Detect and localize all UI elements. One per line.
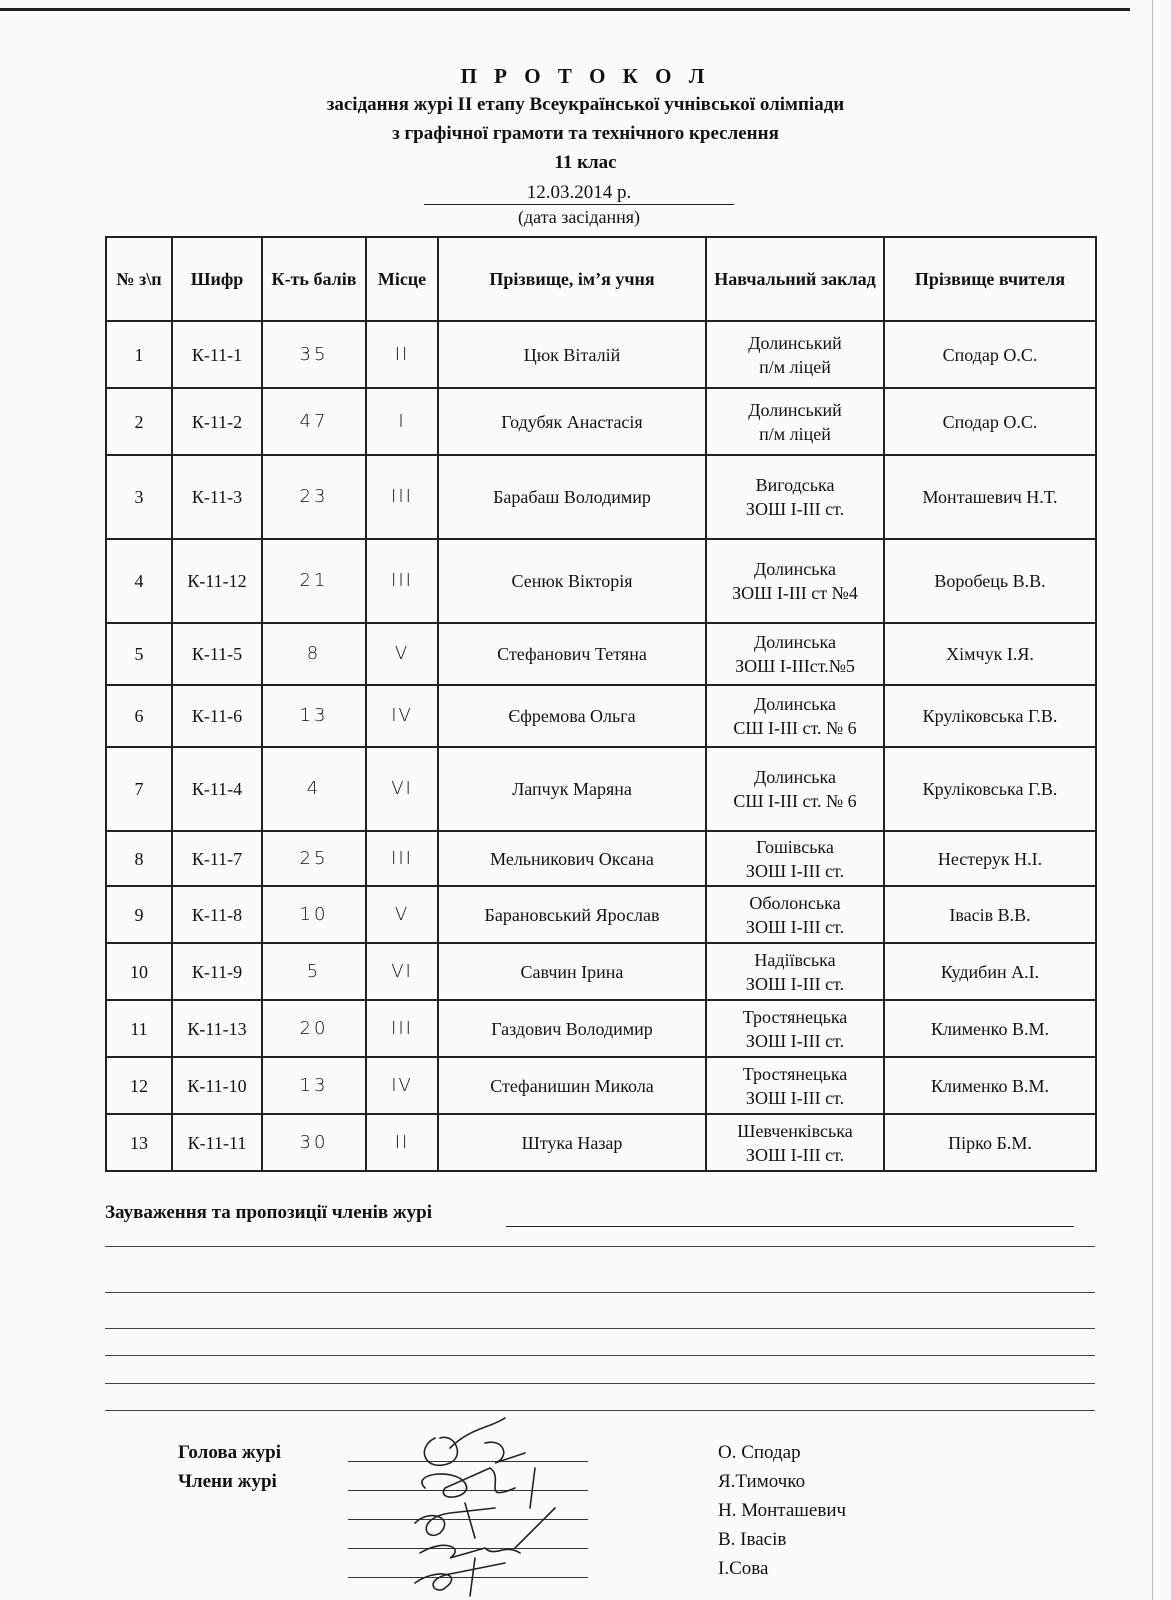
remarks-line — [105, 1355, 1095, 1356]
remarks-line — [105, 1410, 1095, 1411]
jury-name: Я.Тимочко — [718, 1471, 806, 1492]
row-num: 1 — [106, 321, 172, 388]
row-place: І — [366, 388, 438, 455]
row-code: К-11-3 — [172, 455, 262, 539]
row-score: 35 — [262, 321, 366, 388]
row-teacher: Хімчук І.Я. — [884, 623, 1096, 685]
row-score: 20 — [262, 1000, 366, 1057]
table-row — [106, 388, 1096, 455]
row-code: К-11-10 — [172, 1057, 262, 1114]
jury-labels — [178, 1438, 281, 1496]
row-student: Савчин Ірина — [438, 943, 706, 1000]
remarks-line — [105, 1383, 1095, 1384]
row-student: Годубяк Анастасія — [438, 388, 706, 455]
school-type-line: п/м ліцей — [759, 423, 831, 444]
row-school — [706, 1114, 884, 1171]
table-row — [106, 623, 1096, 685]
school-type-line: ЗОШ І-ІІІ ст. — [745, 1144, 845, 1165]
row-school — [706, 747, 884, 831]
row-school — [706, 455, 884, 539]
school-type-line: ЗОШ І-ІІІ ст. — [745, 860, 845, 881]
table-row — [106, 685, 1096, 747]
row-code: К-11-2 — [172, 388, 262, 455]
row-student: Газдович Володимир — [438, 1000, 706, 1057]
row-school — [706, 388, 884, 455]
school-type-line: ЗОШ І-ІІІ ст. — [745, 916, 845, 937]
row-school — [706, 539, 884, 623]
row-num: 5 — [106, 623, 172, 685]
school-type-line: ЗОШ І-ІІІ ст. — [745, 1030, 845, 1051]
row-student: Барабаш Володимир — [438, 455, 706, 539]
row-code: К-11-6 — [172, 685, 262, 747]
row-num: 12 — [106, 1057, 172, 1114]
row-teacher: Воробець В.В. — [884, 539, 1096, 623]
row-place: VІ — [366, 943, 438, 1000]
header-school: Навчальний заклад — [706, 237, 884, 321]
row-teacher: Пірко Б.М. — [884, 1114, 1096, 1171]
school-type-line: ЗОШ І-ІІІ ст. — [745, 499, 845, 519]
row-student: Цюк Віталій — [438, 321, 706, 388]
school-name-line: Долинська — [754, 559, 836, 579]
school-name-line: Вигодська — [755, 475, 835, 495]
row-score: 5 — [262, 943, 366, 1000]
school-name-line: Долинська — [754, 632, 836, 652]
document-header — [0, 62, 1171, 177]
row-teacher: Нестерук Н.І. — [884, 831, 1096, 886]
table-row — [106, 1000, 1096, 1057]
row-num: 13 — [106, 1114, 172, 1171]
row-num: 10 — [106, 943, 172, 1000]
row-place: ІІІ — [366, 831, 438, 886]
row-num: 6 — [106, 685, 172, 747]
row-place: ІІІ — [366, 455, 438, 539]
school-name-line: Надіївська — [754, 949, 836, 970]
row-num: 3 — [106, 455, 172, 539]
school-name-line: Оболонська — [749, 892, 841, 913]
school-type-line: п/м ліцей — [759, 356, 831, 377]
table-row — [106, 1114, 1096, 1171]
row-score: 13 — [262, 685, 366, 747]
handwritten-signatures — [395, 1408, 575, 1598]
row-student: Лапчук Маряна — [438, 747, 706, 831]
row-place: V — [366, 886, 438, 943]
row-school — [706, 886, 884, 943]
remarks-line — [105, 1328, 1095, 1329]
school-name-line: Долинська — [754, 767, 836, 787]
header-teacher: Прізвище вчителя — [884, 237, 1096, 321]
results-table — [105, 236, 1097, 1172]
row-teacher: Кудибин А.І. — [884, 943, 1096, 1000]
row-place: VІ — [366, 747, 438, 831]
row-teacher: Клименко В.М. — [884, 1057, 1096, 1114]
school-type-line: ЗОШ І-ІІІ ст. — [745, 973, 845, 994]
row-code: К-11-4 — [172, 747, 262, 831]
jury-name: О. Сподар — [718, 1442, 801, 1463]
header-num: № з\п — [106, 237, 172, 321]
row-school — [706, 1000, 884, 1057]
row-score: 47 — [262, 388, 366, 455]
table-row — [106, 943, 1096, 1000]
row-place: ІV — [366, 685, 438, 747]
row-teacher: Івасів В.В. — [884, 886, 1096, 943]
row-code: К-11-11 — [172, 1114, 262, 1171]
table-row — [106, 886, 1096, 943]
table-row — [106, 831, 1096, 886]
table-header-row — [106, 237, 1096, 321]
row-student: Барановський Ярослав — [438, 886, 706, 943]
jury-name: В. Івасів — [718, 1529, 787, 1550]
school-type-line: ЗОШ І-ІІІст.№5 — [735, 656, 855, 676]
row-score: 8 — [262, 623, 366, 685]
row-num: 4 — [106, 539, 172, 623]
document-subtitle-1: засідання журі ІІ етапу Всеукраїнської учнівської олімпіади — [326, 94, 845, 115]
row-code: К-11-1 — [172, 321, 262, 388]
remarks-line — [105, 1246, 1095, 1247]
row-score: 21 — [262, 539, 366, 623]
row-teacher: Круліковська Г.В. — [884, 685, 1096, 747]
row-code: К-11-9 — [172, 943, 262, 1000]
school-name-line: Гошівська — [756, 836, 834, 857]
jury-chair-label: Голова журі — [178, 1442, 281, 1463]
row-score: 23 — [262, 455, 366, 539]
school-name-line: Долинський — [748, 399, 842, 420]
jury-names — [718, 1438, 846, 1583]
row-teacher: Круліковська Г.В. — [884, 747, 1096, 831]
school-name-line: Долинська — [754, 694, 836, 714]
row-place: ІІ — [366, 321, 438, 388]
row-student: Єфремова Ольга — [438, 685, 706, 747]
school-name-line: Шевченківська — [737, 1120, 853, 1141]
row-code: К-11-7 — [172, 831, 262, 886]
remarks-line — [506, 1226, 1074, 1227]
row-school — [706, 321, 884, 388]
row-school — [706, 1057, 884, 1114]
row-num: 11 — [106, 1000, 172, 1057]
page-edge — [1152, 0, 1153, 1600]
school-name-line: Тростянецька — [742, 1006, 848, 1027]
jury-name: І.Сова — [718, 1558, 769, 1579]
row-teacher: Монташевич Н.Т. — [884, 455, 1096, 539]
row-school — [706, 831, 884, 886]
header-score: К-ть балів — [262, 237, 366, 321]
header-student: Прізвище, ім’я учня — [438, 237, 706, 321]
row-num: 8 — [106, 831, 172, 886]
row-place: V — [366, 623, 438, 685]
row-teacher: Клименко В.М. — [884, 1000, 1096, 1057]
header-code: Шифр — [172, 237, 262, 321]
row-school — [706, 623, 884, 685]
row-place: ІІ — [366, 1114, 438, 1171]
row-score: 25 — [262, 831, 366, 886]
meeting-date: 12.03.2014 р. — [424, 182, 734, 205]
row-score: 4 — [262, 747, 366, 831]
school-type-line: СШ І-ІІІ ст. № 6 — [733, 791, 857, 811]
row-place: ІІІ — [366, 1000, 438, 1057]
row-code: К-11-13 — [172, 1000, 262, 1057]
row-code: К-11-12 — [172, 539, 262, 623]
table-row — [106, 1057, 1096, 1114]
row-place: ІІІ — [366, 539, 438, 623]
row-student: Стефанович Тетяна — [438, 623, 706, 685]
table-row — [106, 455, 1096, 539]
row-student: Мельникович Оксана — [438, 831, 706, 886]
row-student: Стефанишин Микола — [438, 1057, 706, 1114]
table-row — [106, 321, 1096, 388]
school-type-line: СШ І-ІІІ ст. № 6 — [733, 718, 857, 738]
grade-label: 11 клас — [554, 152, 617, 173]
row-school — [706, 943, 884, 1000]
jury-members-label: Члени журі — [178, 1471, 277, 1492]
row-student: Сенюк Вікторія — [438, 539, 706, 623]
document-title: П Р О Т О К О Л — [460, 64, 711, 88]
jury-name: Н. Монташевич — [718, 1500, 847, 1521]
document-subtitle-2: з графічної грамоти та технічного креслення — [392, 123, 779, 144]
row-score: 30 — [262, 1114, 366, 1171]
row-place: ІV — [366, 1057, 438, 1114]
table-row — [106, 539, 1096, 623]
row-teacher: Сподар О.С. — [884, 321, 1096, 388]
school-name-line: Долинський — [748, 332, 842, 353]
remarks-label: Зауваження та пропозиції членів журі — [105, 1202, 432, 1223]
meeting-date-caption: (дата засідання) — [517, 207, 641, 227]
row-num: 7 — [106, 747, 172, 831]
row-teacher: Сподар О.С. — [884, 388, 1096, 455]
school-type-line: ЗОШ І-ІІІ ст №4 — [732, 583, 858, 603]
row-student: Штука Назар — [438, 1114, 706, 1171]
row-score: 13 — [262, 1057, 366, 1114]
school-type-line: ЗОШ І-ІІІ ст. — [745, 1087, 845, 1108]
row-code: К-11-5 — [172, 623, 262, 685]
row-num: 2 — [106, 388, 172, 455]
row-num: 9 — [106, 886, 172, 943]
school-name-line: Тростянецька — [742, 1063, 848, 1084]
row-code: К-11-8 — [172, 886, 262, 943]
row-school — [706, 685, 884, 747]
top-border-line — [0, 8, 1130, 11]
table-row — [106, 747, 1096, 831]
remarks-line — [105, 1292, 1095, 1293]
header-place: Місце — [366, 237, 438, 321]
row-score: 10 — [262, 886, 366, 943]
